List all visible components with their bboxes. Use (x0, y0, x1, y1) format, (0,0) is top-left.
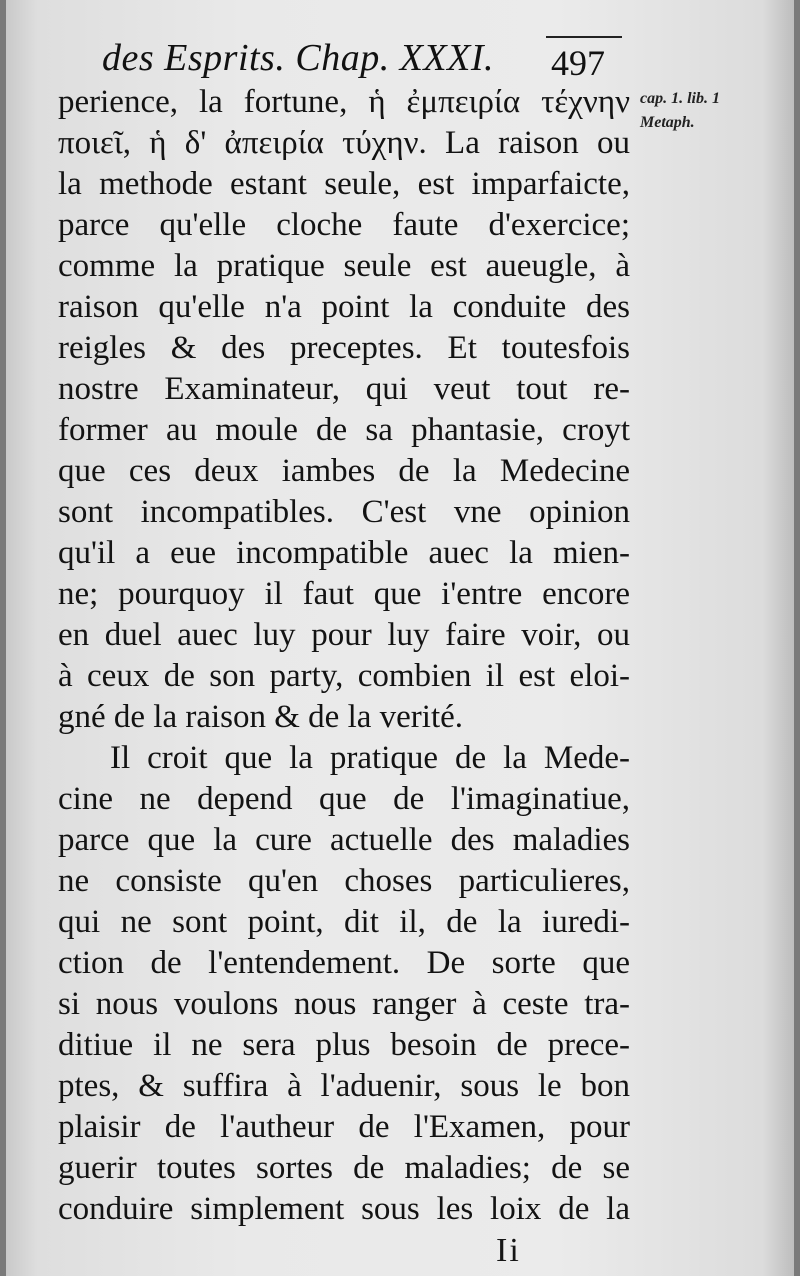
text-line: que ces deux iambes de la Medecine (58, 453, 630, 489)
page-number: 497 (551, 43, 605, 83)
text-line: Il croit que la pratique de la Mede- (110, 740, 630, 776)
text-line: conduire simplement sous les loix de la (58, 1191, 630, 1227)
text-line: ne; pourquoy il faut que i'entre encore (58, 576, 630, 612)
running-head: des Esprits. Chap. XXXI. (102, 37, 494, 79)
text-line: ptes, & suffira à l'aduenir, sous le bon (58, 1068, 630, 1104)
text-line: qui ne sont point, dit il, de la iuredi- (58, 904, 630, 940)
text-line: ction de l'entendement. De sorte que (58, 945, 630, 981)
text-line: en duel auec luy pour luy faire voir, ou (58, 617, 630, 653)
text-line: former au moule de sa phantasie, croyt (58, 412, 630, 448)
text-line: reigles & des preceptes. Et toutesfois (58, 330, 630, 366)
text-line: parce qu'elle cloche faute d'exercice; (58, 207, 630, 243)
text-line: raison qu'elle n'a point la conduite des (58, 289, 630, 325)
text-line: plaisir de l'autheur de l'Examen, pour (58, 1109, 630, 1145)
page-number-rule (546, 36, 622, 38)
text-line: la methode estant seule, est imparfaicte, (58, 166, 630, 202)
text-line: si nous voulons nous ranger à ceste tra- (58, 986, 630, 1022)
text-line: ne consiste qu'en choses particulieres, (58, 863, 630, 899)
text-line: cine ne depend que de l'imaginatiue, (58, 781, 630, 817)
text-line: sont incompatibles. C'est vne opinion (58, 494, 630, 530)
signature-mark: Ii (496, 1232, 521, 1269)
text-line: qu'il a eue incompatible auec la mien- (58, 535, 630, 571)
text-line: parce que la cure actuelle des maladies (58, 822, 630, 858)
margin-note-reference: cap. 1. lib. 1 (640, 90, 720, 107)
margin-note-reference-2: Metaph. (640, 114, 695, 131)
text-line: ποιεῖ, ἡ δ' ἀπειρία τύχην. La raison ou (58, 125, 630, 161)
book-page (6, 0, 794, 1276)
text-line: à ceux de son party, combien il est eloi- (58, 658, 630, 694)
text-line: gné de la raison & de la verité. (58, 699, 464, 735)
text-line: perience, la fortune, ἡ ἐμπειρία τέχνην (58, 84, 630, 120)
text-line: guerir toutes sortes de maladies; de se (58, 1150, 630, 1186)
text-line: comme la pratique seule est aueugle, à (58, 248, 630, 284)
text-line: nostre Examinateur, qui veut tout re- (58, 371, 630, 407)
text-line: ditiue il ne sera plus besoin de prece- (58, 1027, 630, 1063)
